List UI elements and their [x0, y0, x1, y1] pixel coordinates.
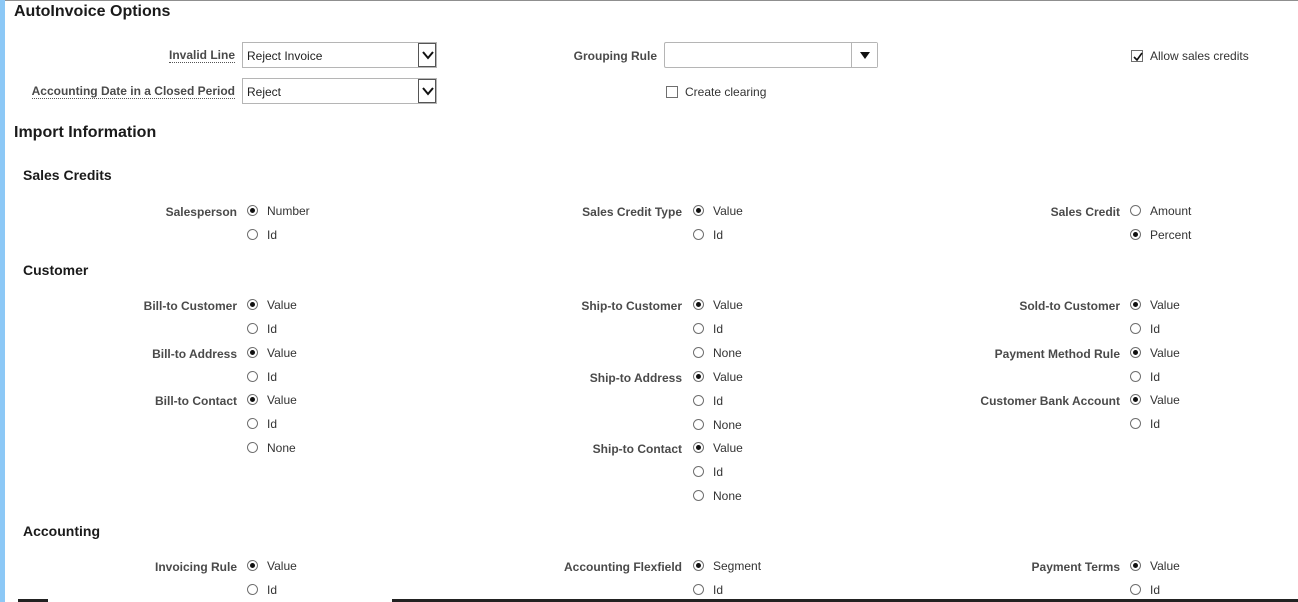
radio-button[interactable]	[693, 229, 704, 240]
section-title-import-information: Import Information	[14, 124, 157, 141]
radio-option-label: Value	[713, 298, 743, 312]
radio-button[interactable]	[1130, 584, 1141, 595]
bill-to-address-label: Bill-to Address	[152, 347, 237, 361]
radio-button[interactable]	[693, 584, 704, 595]
allow-sales-credits-label: Allow sales credits	[1150, 49, 1249, 63]
invalid-line-value: Reject Invoice	[247, 49, 323, 63]
radio-button[interactable]	[247, 371, 258, 382]
grouping-rule-label: Grouping Rule	[573, 49, 657, 63]
bill-to-customer-label: Bill-to Customer	[143, 299, 237, 313]
radio-option-label: Value	[1150, 393, 1180, 407]
radio-button[interactable]	[1130, 299, 1141, 310]
radio-option-label: Number	[267, 204, 310, 218]
invalid-line-label: Invalid Line	[168, 48, 235, 62]
radio-button[interactable]	[247, 560, 258, 571]
radio-option-label: Percent	[1150, 228, 1192, 242]
left-accent-bar	[0, 0, 5, 602]
radio-option-label: None	[267, 441, 296, 455]
invoicing-rule-label: Invoicing Rule	[154, 560, 237, 574]
radio-option-label: Id	[713, 583, 724, 597]
ship-to-address-label: Ship-to Address	[589, 371, 682, 385]
radio-option-label: Id	[1150, 583, 1161, 597]
accounting-date-value: Reject	[247, 85, 282, 99]
subsection-title-customer: Customer	[23, 262, 89, 278]
accounting-date-label: Accounting Date in a Closed Period	[31, 84, 235, 98]
chevron-down-icon[interactable]	[418, 79, 436, 103]
radio-button[interactable]	[1130, 418, 1141, 429]
radio-button[interactable]	[693, 395, 704, 406]
subsection-title-sales-credits: Sales Credits	[23, 167, 112, 183]
radio-button[interactable]	[693, 323, 704, 334]
radio-option-label: Id	[713, 228, 724, 242]
sales-credit-label: Sales Credit	[1050, 205, 1120, 219]
radio-button[interactable]	[693, 560, 704, 571]
radio-button[interactable]	[693, 442, 704, 453]
radio-button[interactable]	[1130, 323, 1141, 334]
radio-option-label: Id	[713, 465, 724, 479]
radio-option-label: Value	[713, 204, 743, 218]
radio-button[interactable]	[247, 347, 258, 358]
accounting-flexfield-label: Accounting Flexfield	[563, 560, 682, 574]
radio-button[interactable]	[693, 490, 704, 501]
radio-option-label: Value	[267, 346, 297, 360]
radio-option-label: None	[713, 489, 742, 503]
radio-option-label: Id	[1150, 417, 1161, 431]
radio-option-label: Id	[1150, 370, 1161, 384]
create-clearing-label: Create clearing	[685, 85, 767, 99]
radio-button[interactable]	[693, 466, 704, 477]
radio-option-label: Value	[267, 298, 297, 312]
radio-button[interactable]	[247, 584, 258, 595]
sales-credit-type-label: Sales Credit Type	[582, 205, 682, 219]
radio-button[interactable]	[1130, 205, 1141, 216]
radio-button[interactable]	[1130, 560, 1141, 571]
customer-bank-account-label: Customer Bank Account	[980, 394, 1120, 408]
radio-button[interactable]	[693, 347, 704, 358]
radio-option-label: Value	[267, 559, 297, 573]
radio-button[interactable]	[693, 299, 704, 310]
ship-to-contact-label: Ship-to Contact	[592, 442, 682, 456]
radio-option-label: Id	[713, 322, 724, 336]
radio-option-label: Value	[1150, 346, 1180, 360]
radio-button[interactable]	[247, 394, 258, 405]
radio-option-label: Id	[267, 583, 278, 597]
radio-button[interactable]	[247, 299, 258, 310]
radio-button[interactable]	[1130, 394, 1141, 405]
radio-option-label: Value	[1150, 559, 1180, 573]
salesperson-label: Salesperson	[165, 205, 237, 219]
chevron-down-icon[interactable]	[418, 43, 436, 67]
sold-to-customer-label: Sold-to Customer	[1019, 299, 1120, 313]
section-title-autoinvoice-options: AutoInvoice Options	[14, 3, 171, 20]
caret-down-icon[interactable]	[851, 43, 877, 67]
radio-option-label: None	[713, 418, 742, 432]
bill-to-contact-label: Bill-to Contact	[155, 394, 237, 408]
subsection-title-accounting: Accounting	[23, 523, 100, 539]
radio-option-label: Value	[267, 393, 297, 407]
radio-button[interactable]	[247, 229, 258, 240]
radio-option-label: Id	[267, 370, 278, 384]
radio-button[interactable]	[1130, 347, 1141, 358]
radio-option-label: Id	[267, 228, 278, 242]
radio-button[interactable]	[693, 205, 704, 216]
checkbox-box[interactable]	[1131, 50, 1143, 62]
radio-button[interactable]	[247, 418, 258, 429]
radio-option-label: Value	[713, 370, 743, 384]
radio-option-label: Amount	[1150, 204, 1192, 218]
grouping-rule-select[interactable]	[664, 42, 878, 68]
radio-button[interactable]	[693, 371, 704, 382]
radio-button[interactable]	[247, 323, 258, 334]
accounting-date-select[interactable]	[242, 78, 437, 104]
radio-option-label: Id	[267, 417, 278, 431]
invalid-line-select[interactable]	[242, 42, 437, 68]
radio-option-label: Id	[713, 394, 724, 408]
radio-option-label: Id	[267, 322, 278, 336]
radio-option-label: Id	[1150, 322, 1161, 336]
radio-button[interactable]	[247, 442, 258, 453]
radio-option-label: Value	[713, 441, 743, 455]
radio-button[interactable]	[1130, 229, 1141, 240]
radio-option-label: Segment	[713, 559, 762, 573]
top-rule	[0, 0, 1298, 1]
payment-method-rule-label: Payment Method Rule	[994, 347, 1120, 361]
radio-button[interactable]	[693, 419, 704, 430]
radio-button[interactable]	[247, 205, 258, 216]
checkbox-box[interactable]	[666, 86, 678, 98]
payment-terms-label: Payment Terms	[1031, 560, 1120, 574]
ship-to-customer-label: Ship-to Customer	[581, 299, 682, 313]
radio-option-label: None	[713, 346, 742, 360]
radio-button[interactable]	[1130, 371, 1141, 382]
radio-option-label: Value	[1150, 298, 1180, 312]
